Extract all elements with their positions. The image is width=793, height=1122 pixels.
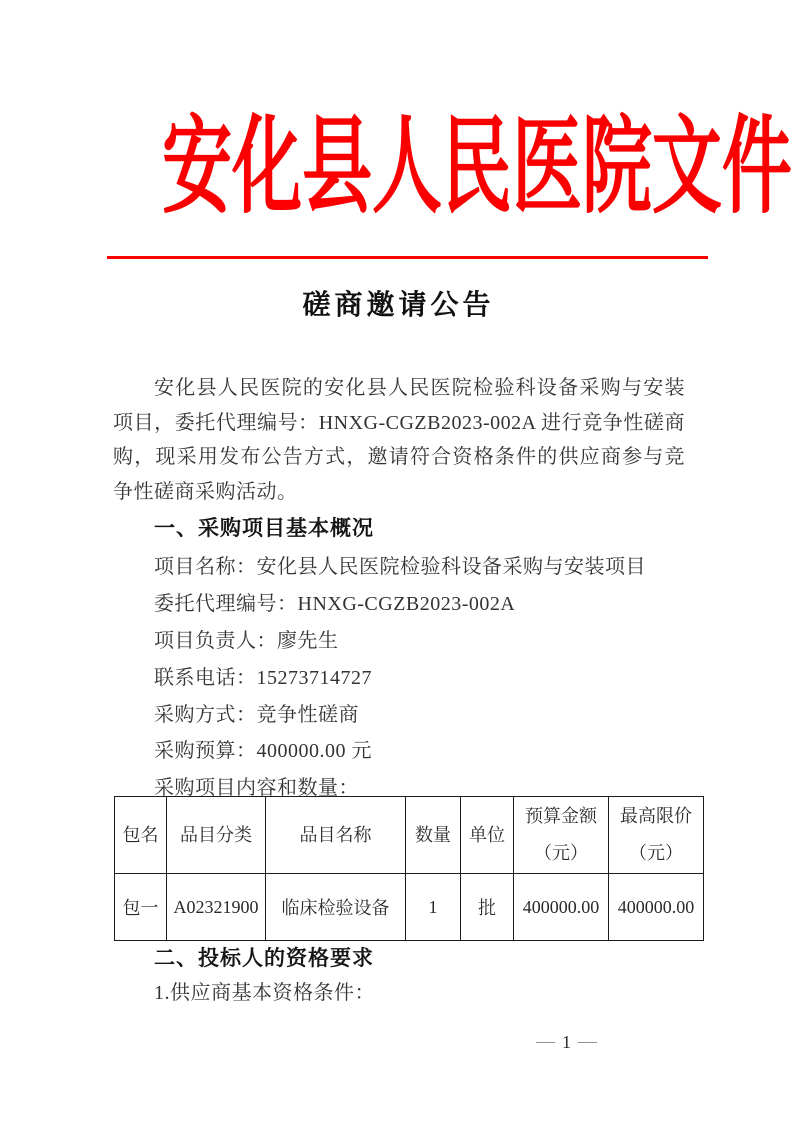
table-header-category: 品目分类	[167, 797, 266, 874]
supplier-basic-qualification-line: 1.供应商基本资格条件：	[154, 982, 375, 1004]
intro-line: 购，现采用发布公告方式，邀请符合资格条件的供应商参与竞	[113, 446, 685, 468]
project-name-line: 项目名称：安化县人民医院检验科设备采购与安装项目	[154, 556, 646, 578]
cell-quantity: 1	[406, 874, 461, 941]
procurement-items-table	[114, 796, 704, 941]
table-header-max-price: 最高限价 （元）	[609, 797, 704, 874]
project-manager-line: 项目负责人：廖先生	[154, 629, 339, 652]
page-number	[536, 1031, 597, 1053]
cell-item-name: 临床检验设备	[266, 874, 406, 941]
cell-unit: 批	[461, 874, 514, 941]
section-heading-basic-overview: 一、采购项目基本概况	[154, 517, 374, 540]
cell-package: 包一	[115, 874, 167, 941]
cell-budget: 400000.00	[514, 874, 609, 941]
announcement-title: 磋商邀请公告	[302, 290, 495, 321]
document-header-title-text: 安化县人民医院文件	[162, 103, 792, 228]
intro-line: 项目，委托代理编号：HNXG-CGZB2023-002A 进行竞争性磋商	[113, 411, 685, 434]
table-header-unit: 单位	[461, 797, 514, 874]
content-quantity-label: 采购项目内容和数量：	[154, 777, 359, 800]
intro-line: 争性磋商采购活动。	[113, 480, 298, 503]
table-row	[115, 874, 704, 941]
procurement-method-line: 采购方式：竞争性磋商	[154, 703, 359, 726]
intro-paragraph	[113, 371, 685, 509]
table-header-row	[115, 797, 704, 874]
section-heading-bidder-qualifications: 二、投标人的资格要求	[154, 947, 374, 970]
document-header-title	[0, 104, 793, 228]
page-number-dash-left: —	[536, 1031, 555, 1052]
procurement-budget-line: 采购预算：400000.00 元	[154, 740, 372, 763]
intro-line: 安化县人民医院的安化县人民医院检验科设备采购与安装	[154, 377, 685, 399]
cell-max-price: 400000.00	[609, 874, 704, 941]
table-header-item-name: 品目名称	[266, 797, 406, 874]
agency-number-line: 委托代理编号：HNXG-CGZB2023-002A	[154, 592, 516, 615]
project-info-list	[154, 549, 699, 807]
table-header-budget: 预算金额 （元）	[514, 797, 609, 874]
table-header-package: 包名	[115, 797, 167, 874]
page-number-dash-right: —	[578, 1031, 597, 1052]
header-divider-line	[107, 256, 708, 259]
contact-phone-line: 联系电话：15273714727	[154, 666, 372, 689]
table-header-quantity: 数量	[406, 797, 461, 874]
page-number-value: 1	[562, 1032, 571, 1052]
cell-category: A02321900	[167, 874, 266, 941]
